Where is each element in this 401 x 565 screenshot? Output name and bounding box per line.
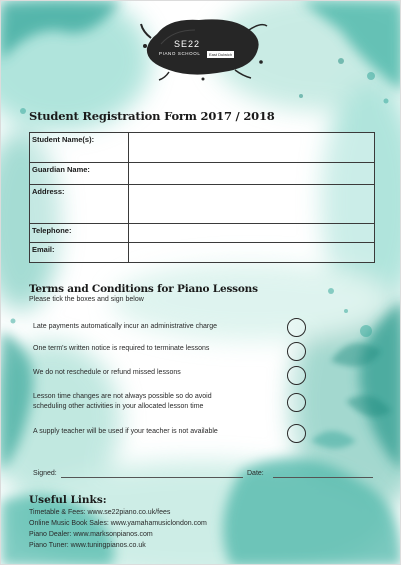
- term-text-continued: scheduling other activities in your allocated lesson time: [33, 403, 204, 410]
- terms-subtitle: Please tick the boxes and sign below: [29, 296, 144, 303]
- term-item-late-payments: [33, 322, 283, 332]
- field-input-address[interactable]: [129, 185, 375, 224]
- link-online-music-book-sales: Online Music Book Sales: www.yamahamusiclondon.com: [29, 520, 207, 527]
- term-item-supply-teacher: [33, 427, 283, 437]
- logo-school: PIANO SCHOOL: [159, 51, 201, 56]
- term-checkbox-late-payments[interactable]: [287, 318, 306, 337]
- signature-line[interactable]: [61, 477, 243, 478]
- link-piano-dealer: Piano Dealer: www.marksonpianos.com: [29, 531, 153, 538]
- field-input-telephone[interactable]: [129, 224, 375, 243]
- field-label-telephone: Telephone:: [30, 224, 129, 243]
- date-line[interactable]: [273, 477, 373, 478]
- signed-label: Signed:: [33, 470, 57, 477]
- logo-area: East Dulwich: [209, 52, 233, 57]
- date-label: Date:: [247, 470, 264, 477]
- useful-links-title: Useful Links:: [29, 494, 107, 506]
- school-logo: [139, 16, 269, 82]
- field-input-guardian-name[interactable]: [129, 163, 375, 185]
- form-title: Student Registration Form 2017 / 2018: [29, 109, 275, 123]
- link-timetable-fees: Timetable & Fees: www.se22piano.co.uk/fees: [29, 509, 171, 516]
- field-row-email: [30, 243, 375, 263]
- term-checkbox-supply-teacher[interactable]: [287, 424, 306, 443]
- term-text: Late payments automatically incur an administrative charge: [33, 323, 218, 330]
- term-text: We do not reschedule or refund missed lessons: [33, 369, 181, 376]
- field-label-address: Address:: [30, 185, 129, 224]
- field-input-email[interactable]: [129, 243, 375, 263]
- term-text: Lesson time changes are not always possible so do avoid: [33, 393, 212, 400]
- term-checkbox-written-notice[interactable]: [287, 342, 306, 361]
- term-checkbox-no-refund[interactable]: [287, 366, 306, 385]
- field-row-telephone: [30, 224, 375, 243]
- term-item-lesson-time-changes: [33, 392, 283, 412]
- field-row-student-names: [30, 133, 375, 163]
- terms-title: Terms and Conditions for Piano Lessons: [29, 283, 258, 295]
- logo-name: SE22: [174, 39, 201, 49]
- registration-table: [29, 132, 375, 263]
- field-label-guardian-name: Guardian Name:: [30, 163, 129, 185]
- field-label-email: Email:: [30, 243, 129, 263]
- term-text: One term's written notice is required to terminate lessons: [33, 345, 210, 352]
- term-checkbox-lesson-time-changes[interactable]: [287, 393, 306, 412]
- term-item-written-notice: [33, 344, 283, 354]
- link-piano-tuner: Piano Tuner: www.tuningpianos.co.uk: [29, 542, 146, 549]
- field-row-guardian-name: [30, 163, 375, 185]
- field-input-student-names[interactable]: [129, 133, 375, 163]
- term-item-no-refund: [33, 368, 283, 378]
- field-label-student-names: Student Name(s):: [30, 133, 129, 163]
- field-row-address: [30, 185, 375, 224]
- term-text: A supply teacher will be used if your teacher is not available: [33, 428, 218, 435]
